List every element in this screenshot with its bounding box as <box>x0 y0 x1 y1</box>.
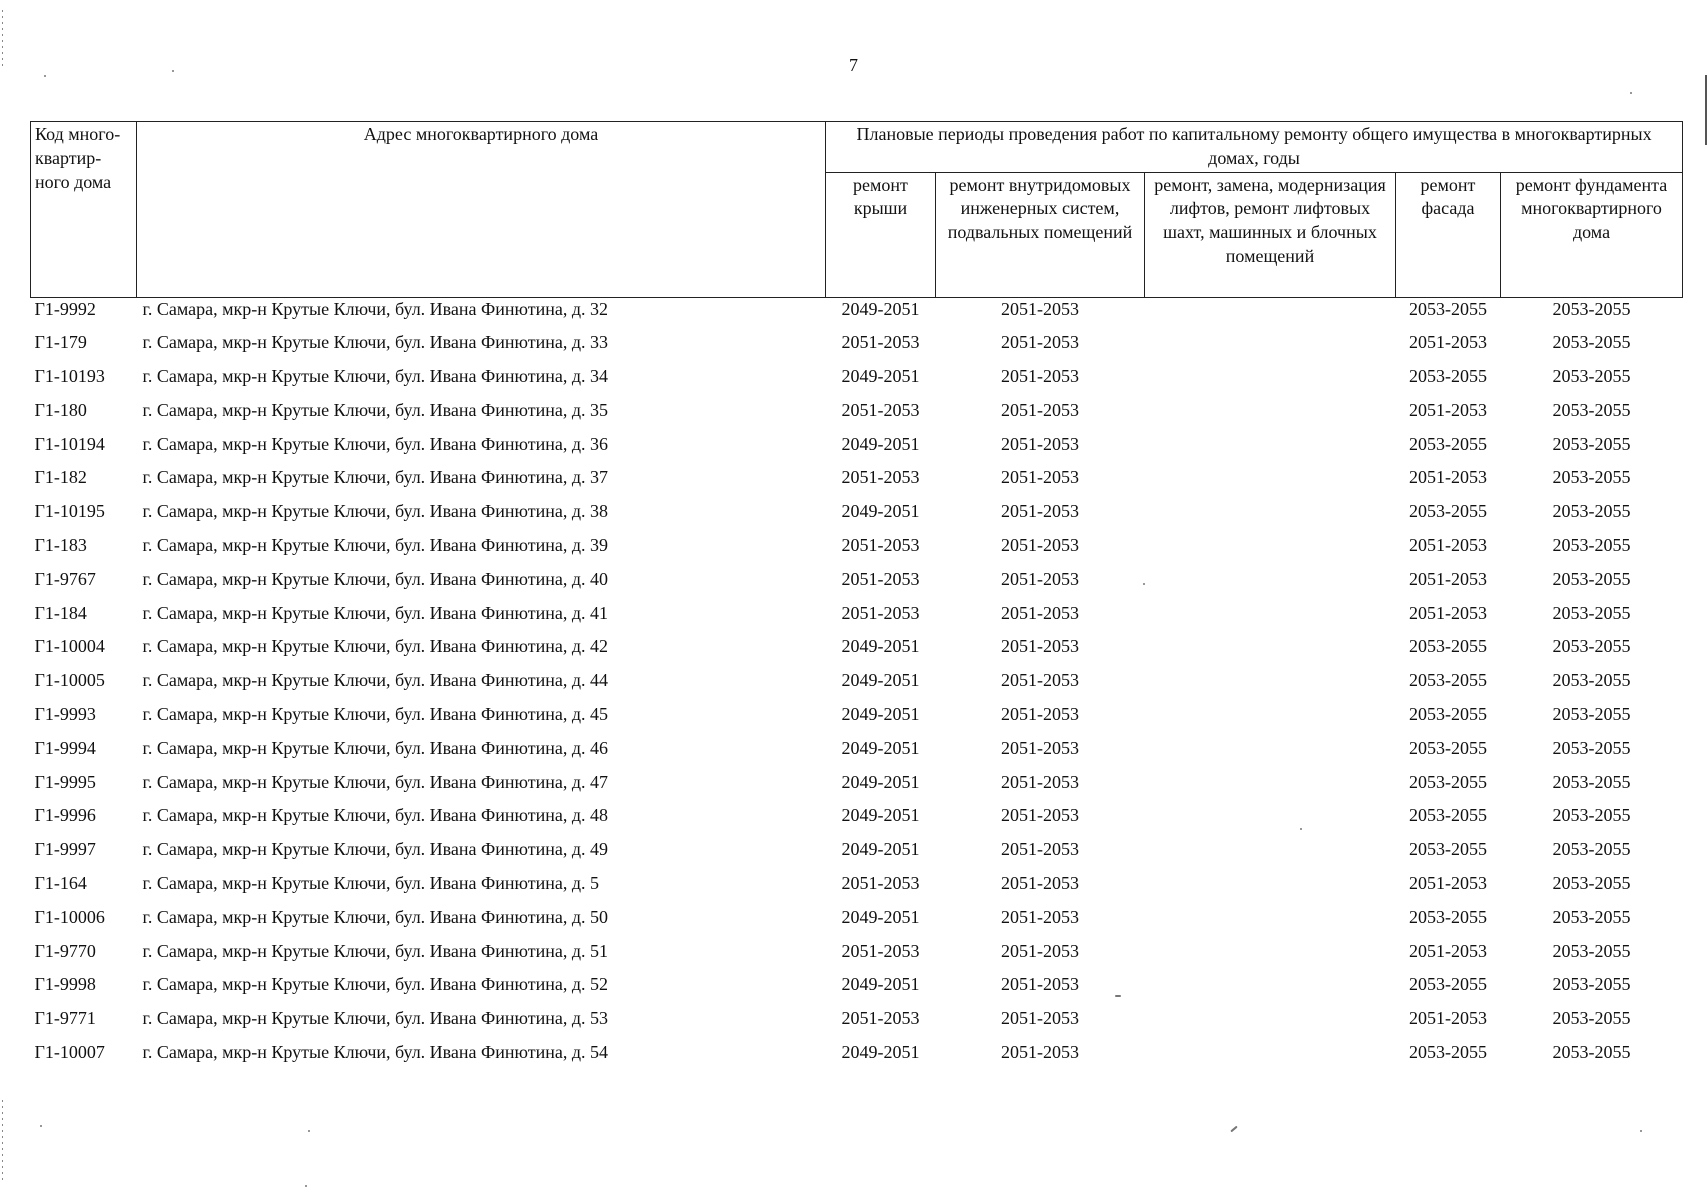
cell-address: г. Самара, мкр-н Крутые Ключи, бул. Ивана Финютина, д. 52 <box>142 974 609 995</box>
cell-roof: 2049-2051 <box>841 636 920 657</box>
cell-roof: 2051-2053 <box>841 873 920 894</box>
scan-speck <box>1630 92 1632 94</box>
scan-speck <box>308 1130 310 1132</box>
cell-lifts <box>1145 331 1396 365</box>
cell-code: Г1-10004 <box>34 636 105 657</box>
cell-code: Г1-10007 <box>34 1042 105 1063</box>
cell-code: Г1-179 <box>34 332 87 353</box>
cell-engineering: 2051-2053 <box>1001 974 1079 995</box>
cell-lifts <box>1145 1041 1396 1075</box>
cell-roof: 2049-2051 <box>841 501 920 522</box>
cell-code: Г1-10006 <box>34 906 105 927</box>
cell-code: Г1-9998 <box>34 974 96 995</box>
scan-speck <box>40 1125 42 1127</box>
cell-roof: 2049-2051 <box>841 737 920 758</box>
cell-lifts <box>1145 568 1396 602</box>
scan-speck <box>1640 1130 1642 1132</box>
cell-facade: 2051-2053 <box>1409 602 1487 623</box>
table-row <box>31 365 1683 399</box>
cell-code: Г1-10005 <box>34 670 105 691</box>
cell-lifts <box>1145 1007 1396 1041</box>
cell-lifts <box>1145 940 1396 974</box>
table-row <box>31 568 1683 602</box>
table-row <box>31 838 1683 872</box>
cell-engineering: 2051-2053 <box>1001 298 1079 319</box>
cell-roof: 2049-2051 <box>841 974 920 995</box>
table-row <box>31 872 1683 906</box>
header-code: Код много-квартир-ного дома <box>31 122 137 298</box>
cell-facade: 2053-2055 <box>1409 906 1487 927</box>
table-row <box>31 771 1683 805</box>
cell-engineering: 2051-2053 <box>1001 433 1079 454</box>
cell-foundation: 2053-2055 <box>1552 636 1631 657</box>
cell-engineering: 2051-2053 <box>1001 771 1079 792</box>
cell-engineering: 2051-2053 <box>1001 636 1079 657</box>
cell-code: Г1-9767 <box>34 568 96 589</box>
cell-roof: 2051-2053 <box>841 399 920 420</box>
table-row <box>31 703 1683 737</box>
cell-engineering: 2051-2053 <box>1001 839 1079 860</box>
cell-engineering: 2051-2053 <box>1001 940 1079 961</box>
cell-code: Г1-184 <box>34 602 87 623</box>
table-row <box>31 1007 1683 1041</box>
cell-code: Г1-9770 <box>34 940 96 961</box>
cell-foundation: 2053-2055 <box>1552 873 1631 894</box>
cell-address: г. Самара, мкр-н Крутые Ключи, бул. Ивана Финютина, д. 35 <box>142 399 609 420</box>
table-row <box>31 466 1683 500</box>
cell-roof: 2051-2053 <box>841 535 920 556</box>
header-foundation: ремонт фундамента многоквартирного дома <box>1501 172 1683 297</box>
cell-roof: 2049-2051 <box>841 433 920 454</box>
cell-roof: 2049-2051 <box>841 805 920 826</box>
cell-engineering: 2051-2053 <box>1001 737 1079 758</box>
cell-address: г. Самара, мкр-н Крутые Ключи, бул. Ивана Финютина, д. 38 <box>142 501 609 522</box>
cell-code: Г1-180 <box>34 399 87 420</box>
cell-roof: 2049-2051 <box>841 670 920 691</box>
cell-foundation: 2053-2055 <box>1552 940 1631 961</box>
cell-facade: 2053-2055 <box>1409 704 1487 725</box>
cell-foundation: 2053-2055 <box>1552 433 1631 454</box>
cell-code: Г1-10195 <box>34 501 105 522</box>
cell-code: Г1-182 <box>34 467 87 488</box>
table-row <box>31 602 1683 636</box>
cell-address: г. Самара, мкр-н Крутые Ключи, бул. Ивана Финютина, д. 34 <box>142 366 609 387</box>
cell-lifts <box>1145 602 1396 636</box>
cell-engineering: 2051-2053 <box>1001 602 1079 623</box>
cell-engineering: 2051-2053 <box>1001 332 1079 353</box>
cell-foundation: 2053-2055 <box>1552 670 1631 691</box>
cell-facade: 2051-2053 <box>1409 1008 1487 1029</box>
cell-lifts <box>1145 804 1396 838</box>
table-row <box>31 737 1683 771</box>
cell-address: г. Самара, мкр-н Крутые Ключи, бул. Ивана Финютина, д. 46 <box>142 737 609 758</box>
cell-facade: 2053-2055 <box>1409 670 1487 691</box>
cell-address: г. Самара, мкр-н Крутые Ключи, бул. Ивана Финютина, д. 49 <box>142 839 609 860</box>
cell-foundation: 2053-2055 <box>1552 399 1631 420</box>
cell-lifts <box>1145 771 1396 805</box>
cell-code: Г1-9997 <box>34 839 96 860</box>
cell-roof: 2049-2051 <box>841 298 920 319</box>
cell-lifts <box>1145 297 1396 331</box>
cell-foundation: 2053-2055 <box>1552 737 1631 758</box>
cell-roof: 2051-2053 <box>841 467 920 488</box>
cell-lifts <box>1145 500 1396 534</box>
cell-foundation: 2053-2055 <box>1552 704 1631 725</box>
header-address: Адрес многоквартирного дома <box>137 122 826 298</box>
cell-facade: 2053-2055 <box>1409 839 1487 860</box>
cell-engineering: 2051-2053 <box>1001 704 1079 725</box>
repair-schedule-table <box>30 121 1683 1075</box>
cell-address: г. Самара, мкр-н Крутые Ключи, бул. Ивана Финютина, д. 48 <box>142 805 609 826</box>
cell-lifts <box>1145 838 1396 872</box>
cell-lifts <box>1145 466 1396 500</box>
cell-address: г. Самара, мкр-н Крутые Ключи, бул. Ивана Финютина, д. 41 <box>142 602 609 623</box>
cell-address: г. Самара, мкр-н Крутые Ключи, бул. Ивана Финютина, д. 36 <box>142 433 609 454</box>
cell-address: г. Самара, мкр-н Крутые Ключи, бул. Ивана Финютина, д. 32 <box>142 298 609 319</box>
cell-engineering: 2051-2053 <box>1001 805 1079 826</box>
cell-foundation: 2053-2055 <box>1552 298 1631 319</box>
table-row <box>31 804 1683 838</box>
cell-engineering: 2051-2053 <box>1001 568 1079 589</box>
header-periods: Плановые периоды проведения работ по капитальному ремонту общего имущества в многоквартирных домах, годы <box>826 122 1683 173</box>
table-row <box>31 500 1683 534</box>
cell-code: Г1-9771 <box>34 1008 96 1029</box>
cell-facade: 2053-2055 <box>1409 433 1487 454</box>
cell-lifts <box>1145 399 1396 433</box>
cell-foundation: 2053-2055 <box>1552 332 1631 353</box>
cell-engineering: 2051-2053 <box>1001 535 1079 556</box>
cell-facade: 2051-2053 <box>1409 467 1487 488</box>
cell-engineering: 2051-2053 <box>1001 1008 1079 1029</box>
cell-code: Г1-10193 <box>34 366 105 387</box>
cell-roof: 2051-2053 <box>841 332 920 353</box>
cell-lifts <box>1145 973 1396 1007</box>
cell-lifts <box>1145 737 1396 771</box>
cell-address: г. Самара, мкр-н Крутые Ключи, бул. Ивана Финютина, д. 53 <box>142 1008 609 1029</box>
cell-foundation: 2053-2055 <box>1552 805 1631 826</box>
cell-facade: 2053-2055 <box>1409 771 1487 792</box>
table-row <box>31 399 1683 433</box>
cell-engineering: 2051-2053 <box>1001 366 1079 387</box>
table-row <box>31 1041 1683 1075</box>
cell-foundation: 2053-2055 <box>1552 568 1631 589</box>
cell-address: г. Самара, мкр-н Крутые Ключи, бул. Ивана Финютина, д. 5 <box>142 873 600 894</box>
cell-code: Г1-9992 <box>34 298 96 319</box>
cell-address: г. Самара, мкр-н Крутые Ключи, бул. Ивана Финютина, д. 50 <box>142 906 609 927</box>
cell-roof: 2049-2051 <box>841 771 920 792</box>
cell-lifts <box>1145 433 1396 467</box>
cell-facade: 2051-2053 <box>1409 873 1487 894</box>
cell-roof: 2049-2051 <box>841 906 920 927</box>
cell-facade: 2053-2055 <box>1409 737 1487 758</box>
cell-lifts <box>1145 872 1396 906</box>
cell-foundation: 2053-2055 <box>1552 906 1631 927</box>
cell-roof: 2049-2051 <box>841 839 920 860</box>
header-engineering: ремонт внутридомовых инженерных систем, подвальных помещений <box>936 172 1145 297</box>
scan-edge-dots <box>2 1100 3 1180</box>
table-row <box>31 433 1683 467</box>
cell-facade: 2051-2053 <box>1409 399 1487 420</box>
cell-facade: 2051-2053 <box>1409 332 1487 353</box>
cell-roof: 2049-2051 <box>841 366 920 387</box>
cell-lifts <box>1145 703 1396 737</box>
cell-roof: 2051-2053 <box>841 940 920 961</box>
cell-address: г. Самара, мкр-н Крутые Ключи, бул. Ивана Финютина, д. 42 <box>142 636 609 657</box>
cell-roof: 2051-2053 <box>841 602 920 623</box>
table-row <box>31 635 1683 669</box>
cell-facade: 2053-2055 <box>1409 636 1487 657</box>
cell-code: Г1-9993 <box>34 704 96 725</box>
cell-engineering: 2051-2053 <box>1001 1042 1079 1063</box>
cell-engineering: 2051-2053 <box>1001 670 1079 691</box>
cell-address: г. Самара, мкр-н Крутые Ключи, бул. Ивана Финютина, д. 37 <box>142 467 609 488</box>
cell-address: г. Самара, мкр-н Крутые Ключи, бул. Ивана Финютина, д. 39 <box>142 535 609 556</box>
table-row <box>31 331 1683 365</box>
cell-engineering: 2051-2053 <box>1001 906 1079 927</box>
cell-foundation: 2053-2055 <box>1552 839 1631 860</box>
cell-foundation: 2053-2055 <box>1552 535 1631 556</box>
cell-address: г. Самара, мкр-н Крутые Ключи, бул. Ивана Финютина, д. 40 <box>142 568 609 589</box>
cell-facade: 2053-2055 <box>1409 805 1487 826</box>
cell-facade: 2053-2055 <box>1409 1042 1487 1063</box>
cell-address: г. Самара, мкр-н Крутые Ключи, бул. Ивана Финютина, д. 45 <box>142 704 609 725</box>
table-row <box>31 940 1683 974</box>
table-row <box>31 906 1683 940</box>
cell-foundation: 2053-2055 <box>1552 501 1631 522</box>
cell-address: г. Самара, мкр-н Крутые Ключи, бул. Ивана Финютина, д. 47 <box>142 771 609 792</box>
cell-address: г. Самара, мкр-н Крутые Ключи, бул. Ивана Финютина, д. 33 <box>142 332 609 353</box>
cell-foundation: 2053-2055 <box>1552 1008 1631 1029</box>
scan-speck <box>1230 1126 1237 1133</box>
cell-facade: 2053-2055 <box>1409 974 1487 995</box>
cell-code: Г1-9995 <box>34 771 96 792</box>
header-facade: ремонт фасада <box>1396 172 1501 297</box>
cell-lifts <box>1145 534 1396 568</box>
table-header <box>31 122 1683 298</box>
cell-roof: 2051-2053 <box>841 1008 920 1029</box>
table-row <box>31 534 1683 568</box>
cell-lifts <box>1145 669 1396 703</box>
cell-lifts <box>1145 635 1396 669</box>
cell-address: г. Самара, мкр-н Крутые Ключи, бул. Ивана Финютина, д. 54 <box>142 1042 609 1063</box>
cell-roof: 2051-2053 <box>841 568 920 589</box>
header-lifts: ремонт, замена, модернизация лифтов, ремонт лифтовых шахт, машинных и блочных помещений <box>1145 172 1396 297</box>
scan-speck <box>305 1185 307 1187</box>
page-number: 7 <box>849 55 858 75</box>
cell-facade: 2051-2053 <box>1409 535 1487 556</box>
cell-foundation: 2053-2055 <box>1552 602 1631 623</box>
cell-facade: 2053-2055 <box>1409 366 1487 387</box>
cell-foundation: 2053-2055 <box>1552 467 1631 488</box>
cell-code: Г1-183 <box>34 535 87 556</box>
cell-engineering: 2051-2053 <box>1001 873 1079 894</box>
cell-code: Г1-164 <box>34 873 87 894</box>
cell-roof: 2049-2051 <box>841 1042 920 1063</box>
cell-roof: 2049-2051 <box>841 704 920 725</box>
table-row <box>31 973 1683 1007</box>
cell-code: Г1-10194 <box>34 433 105 454</box>
cell-foundation: 2053-2055 <box>1552 974 1631 995</box>
cell-lifts <box>1145 365 1396 399</box>
cell-foundation: 2053-2055 <box>1552 1042 1631 1063</box>
cell-engineering: 2051-2053 <box>1001 501 1079 522</box>
cell-address: г. Самара, мкр-н Крутые Ключи, бул. Ивана Финютина, д. 51 <box>142 940 609 961</box>
cell-engineering: 2051-2053 <box>1001 467 1079 488</box>
table-body <box>31 297 1683 1075</box>
cell-facade: 2051-2053 <box>1409 568 1487 589</box>
table-row <box>31 669 1683 703</box>
cell-engineering: 2051-2053 <box>1001 399 1079 420</box>
cell-facade: 2053-2055 <box>1409 298 1487 319</box>
table-row <box>31 297 1683 331</box>
cell-foundation: 2053-2055 <box>1552 771 1631 792</box>
cell-foundation: 2053-2055 <box>1552 366 1631 387</box>
header-roof: ремонт крыши <box>826 172 936 297</box>
cell-facade: 2051-2053 <box>1409 940 1487 961</box>
cell-lifts <box>1145 906 1396 940</box>
cell-address: г. Самара, мкр-н Крутые Ключи, бул. Ивана Финютина, д. 44 <box>142 670 609 691</box>
cell-code: Г1-9994 <box>34 737 96 758</box>
cell-code: Г1-9996 <box>34 805 96 826</box>
cell-facade: 2053-2055 <box>1409 501 1487 522</box>
